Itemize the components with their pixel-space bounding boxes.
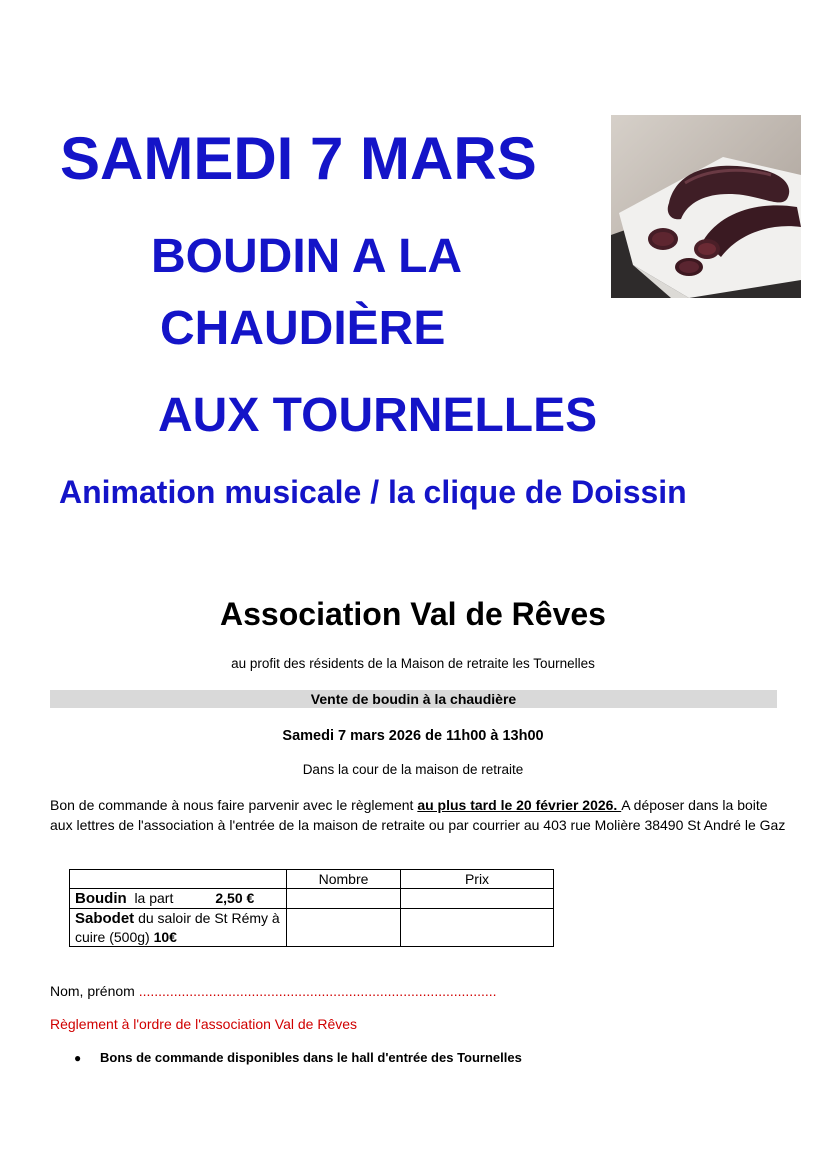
product-name: Boudin: [75, 890, 127, 907]
event-date-time: Samedi 7 mars 2026 de 11h00 à 13h00: [282, 728, 544, 744]
bullet-text: Bons de commande disponibles dans le hall d'entrée des Tournelles: [100, 1050, 522, 1065]
product-name: Sabodet: [75, 910, 135, 927]
product-price: 10€: [153, 929, 177, 945]
quantity-cell-sabodet[interactable]: [287, 909, 401, 947]
headline-event-line1: BOUDIN A LA: [151, 230, 463, 283]
bullet-icon: ●: [74, 1051, 82, 1065]
order-deadline: au plus tard le 20 février 2026.: [417, 797, 622, 813]
headline-animation: Animation musicale / la clique de Doissin: [59, 474, 687, 510]
list-item: [74, 1049, 522, 1067]
boudin-noir-photo: [611, 115, 801, 298]
table-row: [70, 889, 554, 909]
headline-date: SAMEDI 7 MARS: [60, 125, 537, 192]
product-desc: la part: [134, 890, 174, 906]
header-quantity: Nombre: [287, 870, 401, 889]
order-instructions-before: Bon de commande à nous faire parvenir avec le règlement: [50, 797, 418, 813]
headline-place: AUX TOURNELLES: [158, 389, 598, 442]
event-location: Dans la cour de la maison de retraite: [302, 762, 524, 777]
order-table-header-row: [70, 870, 554, 889]
price-cell-sabodet[interactable]: [401, 909, 554, 947]
header-price: Prix: [401, 870, 554, 889]
table-row: [70, 909, 554, 947]
name-label: Nom, prénom: [50, 983, 139, 999]
name-dotted-line: ............................................................................................: [138, 983, 497, 999]
product-cell-sabodet: [70, 909, 287, 947]
order-instructions: [50, 795, 790, 835]
product-desc: du saloir de St Rémy à cuire (500g): [75, 910, 280, 945]
order-table: [69, 869, 554, 947]
headline-event-line2: CHAUDIÈRE: [160, 302, 446, 355]
price-cell-boudin[interactable]: [401, 889, 554, 909]
order-instructions-after: A déposer dans la boite aux lettres de l'association à l'entrée de la maison de retraite ou par courrier au 403 rue Molière 38490 St André le Gaz: [50, 797, 786, 833]
name-field[interactable]: [50, 982, 497, 1000]
payment-note: Règlement à l'ordre de l'association Val de Rêves: [50, 1016, 358, 1032]
association-name: Association Val de Rêves: [220, 596, 606, 632]
product-price: 2,50 €: [215, 890, 255, 906]
association-subtitle: au profit des résidents de la Maison de retraite les Tournelles: [231, 656, 595, 671]
header-item: [70, 870, 287, 889]
quantity-cell-boudin[interactable]: [287, 889, 401, 909]
product-cell-boudin: [70, 889, 287, 909]
event-banner: Vente de boudin à la chaudière: [50, 690, 777, 708]
